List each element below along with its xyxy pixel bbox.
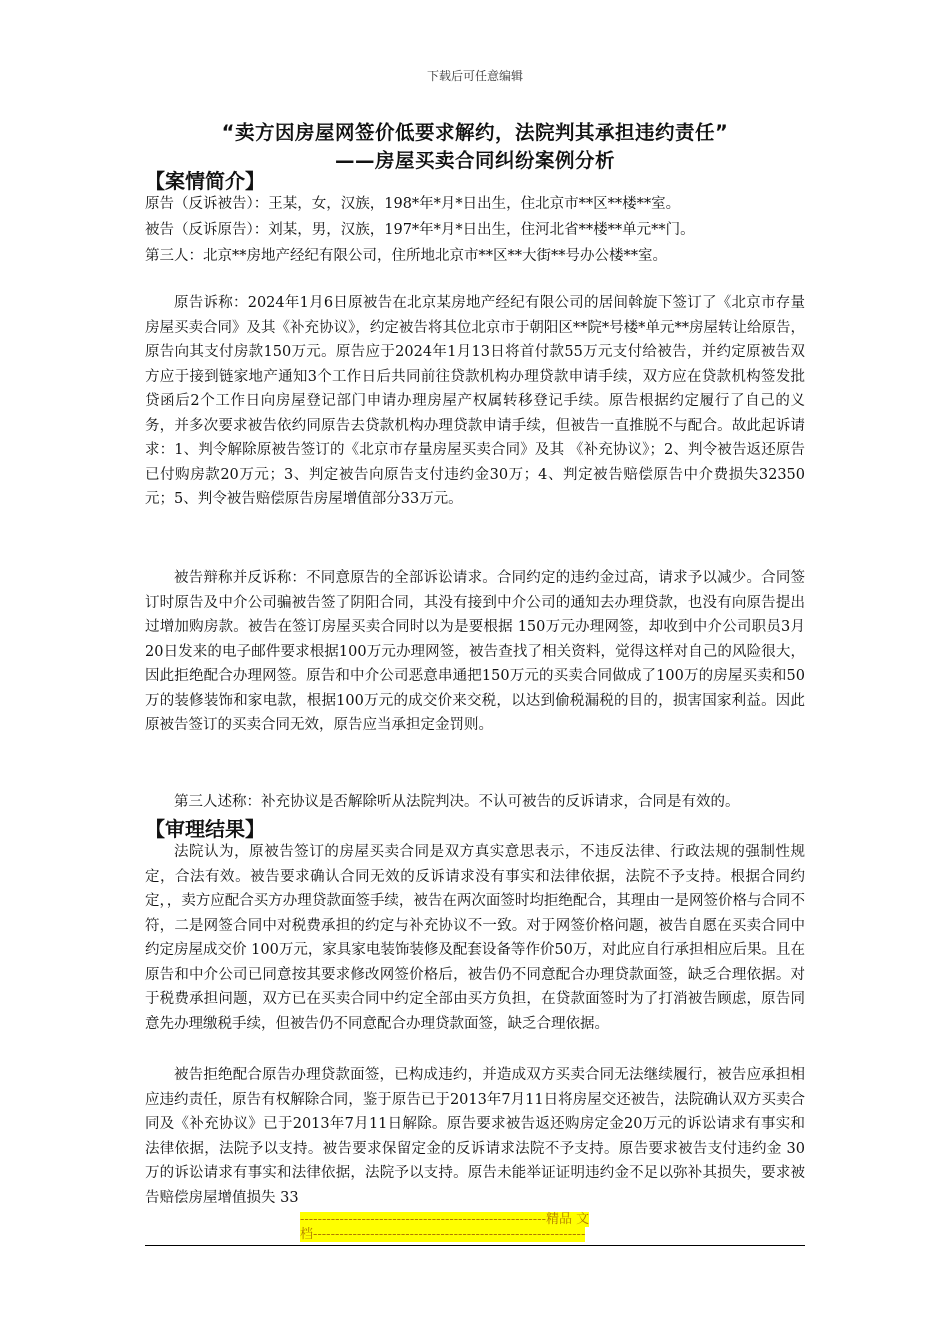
- section-heading-ruling: 【审理结果】: [145, 817, 265, 841]
- ruling-text-2: 被告拒绝配合原告办理贷款面签，已构成违约，并造成双方买卖合同无法继续履行，被告应承担相应违约责任，原告有权解除合同，鉴于原告已于2013年7月11日将房屋交还被告，法院确认双方买卖合同及《补充协议》已于2013年7月11日解除。原告要求被告返还购房定金20万元的诉讼请求有事实和法律依据，法院予以支持。被告要求保留定金的反诉请求法院不予支持。原告要求被告支付违约金 30万的诉讼请求有事实和法律依据，法院予以支持。原告未能举证证明违约金不足以弥补其损失，要求被告赔偿房屋增值损失 33: [145, 1067, 805, 1206]
- footer-watermark: [300, 1212, 650, 1242]
- third-party-statement-paragraph: [145, 790, 805, 815]
- ruling-paragraph-2: [145, 1063, 805, 1210]
- ruling-paragraph-1: [145, 840, 805, 1036]
- plaintiff-claim-text: 原告诉称：2024年1月6日原被告在北京某房地产经纪有限公司的居间斡旋下签订了《北京市存量房屋买卖合同》及其《补充协议》，约定被告将其位北京市于朝阳区**院*号楼*单元**房屋转让给原告，原告向其支付房款150万元。原告应于2024年1月13日将首付款55万元支付给被告，并约定原被告双方应于接到链家地产通知3个工作日后共同前往贷款机构办理贷款申请手续，双方应在贷款机构签发批贷函后2个工作日向房屋登记部门申请办理房屋产权属转移登记手续。原告根据约定履行了自己的义务，并多次要求被告依约同原告去贷款机构办理贷款申请手续，但被告一直推脱不与配合。故此起诉请求：1、判令解除原被告签订的《北京市存量房屋买卖合同》及其 《补充协议》；2、判令被告返还原告已付购房款20万元；3、判定被告向原告支付违约金30万；4、判定被告赔偿原告中介费损失32350元；5、判令被告赔偿原告房屋增值部分33万元。: [145, 295, 805, 507]
- plaintiff-info: 原告（反诉被告）：王某，女，汉族，198*年*月*日出生，住北京市**区**楼**室。: [145, 196, 681, 212]
- third-party-statement-text: 第三人述称：补充协议是否解除听从法院判决。不认可被告的反诉请求，合同是有效的。: [174, 794, 740, 810]
- defendant-reply-paragraph: [145, 566, 805, 738]
- header-note: 下载后可任意编辑: [426, 69, 523, 83]
- defendant-reply-text: 被告辩称并反诉称：不同意原告的全部诉讼请求。合同约定的违约金过高，请求予以减少。合同签订时原告及中介公司骗被告签了阴阳合同，其没有接到中介公司的通知去办理贷款，也没有向原告提出过增加购房款。被告在签订房屋买卖合同时以为是要根据 150万元办理网签，却收到中介公司职员3月20日发来的电子邮件要求根据100万元办理网签，被告查找了相关资料，觉得这样对自己的风险很大，因此拒绝配合办理网签。原告和中介公司恶意串通把150万元的买卖合同做成了100万的房屋买卖和50万的装修装饰和家电款，根据100万元的成交价来交税，以达到偷税漏税的目的，损害国家利益。因此原被告签订的买卖合同无效，原告应当承担定金罚则。: [145, 570, 805, 733]
- document-subtitle: ——房屋买卖合同纠纷案例分析: [334, 149, 615, 172]
- plaintiff-claim-paragraph: [145, 291, 805, 512]
- third-party-info: 第三人：北京**房地产经纪有限公司，住所地北京市**区**大街**号办公楼**室。: [145, 248, 667, 264]
- document-title: “卖方因房屋网签价低要求解约，法院判其承担违约责任”: [221, 121, 729, 144]
- ruling-text-1: 法院认为，原被告签订的房屋买卖合同是双方真实意思表示，不违反法律、行政法规的强制性规定，合法有效。被告要求确认合同无效的反诉请求没有事实和法律依据，法院不予支持。根据合同约定，，卖方应配合买方办理贷款面签手续，被告在两次面签时均拒绝配合，其理由一是网签价格与合同不符，二是网签合同中对税费承担的约定与补充协议不一致。对于网签价格问题，被告自愿在买卖合同中约定房屋成交价 100万元，家具家电装饰装修及配套设备等作价50万，对此应自行承担相应后果。且在原告和中介公司已同意按其要求修改网签价格后，被告仍不同意配合办理贷款面签，缺乏合理依据。对于税费承担问题，双方已在买卖合同中约定全部由买方负担，在贷款面签时为了打消被告顾虑，原告同意先办理缴税手续，但被告仍不同意配合办理贷款面签，缺乏合理依据。: [145, 844, 805, 1032]
- defendant-info: 被告（反诉原告）：刘某，男，汉族，197*年*月*日出生，住河北省**楼**单元**门。: [145, 222, 695, 238]
- footer-line-1: --------------------------------------------------------精品 文: [300, 1212, 590, 1227]
- footer-divider: [145, 1245, 805, 1246]
- section-heading-case-summary: 【案情简介】: [145, 169, 265, 193]
- footer-line-2: 档--------------------------------------------------------------: [300, 1227, 586, 1242]
